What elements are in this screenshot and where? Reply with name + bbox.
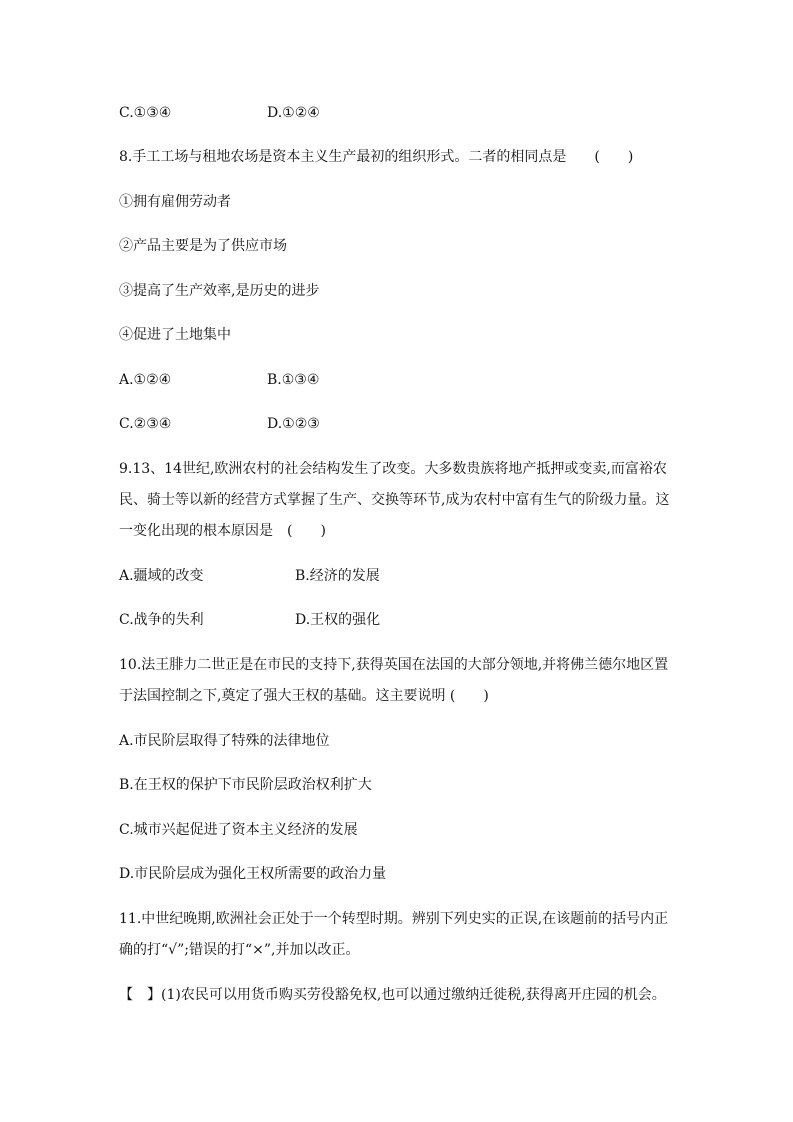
q10-stem-line-2: 于法国控制之下,奠定了强大王权的基础。这主要说明 ( ) [119,688,489,704]
q8-option-b[interactable]: B.①③④ [267,372,320,388]
q10-option-b[interactable]: B.在王权的保护下市民阶层政治权利扩大 [119,777,372,793]
q9-option-b[interactable]: B.经济的发展 [295,568,380,584]
q9-option-d[interactable]: D.王权的强化 [295,612,381,628]
q8-item-2: ②产品主要是为了供应市场 [119,238,287,254]
q9-stem-line-1: 9.13、14世纪,欧洲农村的社会结构发生了改变。大多数贵族将地产抵押或变卖,而富裕农 [119,461,667,477]
q7-option-c[interactable]: C.①③④ [119,105,172,121]
q9-options-cd [119,610,380,630]
q10-option-c[interactable]: C.城市兴起促进了资本主义经济的发展 [119,822,358,838]
q8-options-ab [119,370,319,390]
q11-sub-question-1[interactable]: 【 】(1)农民可以用货币购买劳役豁免权,也可以通过缴纳迁徙税,获得离开庄园的机会。 [119,987,666,1003]
q10-option-a[interactable]: A.市民阶层取得了特殊的法律地位 [119,733,330,749]
q11-stem-line-1: 11.中世纪晚期,欧洲社会正处于一个转型时期。辨别下列史实的正误,在该题前的括号内正 [119,911,669,927]
q11-stem-line-2: 确的打“√”;错误的打“×”,并加以改正。 [119,942,360,958]
q8-answer-paren[interactable]: ( ) [594,149,634,165]
q8-option-c[interactable]: C.②③④ [119,416,172,432]
q8-option-d[interactable]: D.①②③ [267,416,320,432]
q8-item-3: ③提高了生产效率,是历史的进步 [119,283,320,299]
q10-option-d[interactable]: D.市民阶层成为强化王权所需要的政治力量 [119,866,387,882]
q8-stem: 8.手工工场与租地农场是资本主义生产最初的组织形式。二者的相同点是 [119,149,567,165]
q10-stem-line-1: 10.法王腓力二世正是在市民的支持下,获得英国在法国的大部分领地,并将佛兰德尔地区置 [119,657,669,673]
q8-option-a[interactable]: A.①②④ [119,372,172,388]
q8-item-4: ④促进了土地集中 [119,327,231,343]
q8-options-cd [119,414,320,434]
q9-option-c[interactable]: C.战争的失利 [119,612,204,628]
q7-options-cd [119,103,320,123]
q9-options-ab [119,566,380,586]
q7-option-d[interactable]: D.①②④ [267,105,320,121]
q9-stem-line-3: 一变化出现的根本原因是 ( ) [119,523,326,539]
q8-item-1: ①拥有雇佣劳动者 [119,194,231,210]
q9-option-a[interactable]: A.疆域的改变 [119,568,204,584]
q9-stem-line-2: 民、骑士等以新的经营方式掌握了生产、交换等环节,成为农村中富有生气的阶级力量。这 [119,492,670,508]
q8-stem-line [119,147,633,167]
